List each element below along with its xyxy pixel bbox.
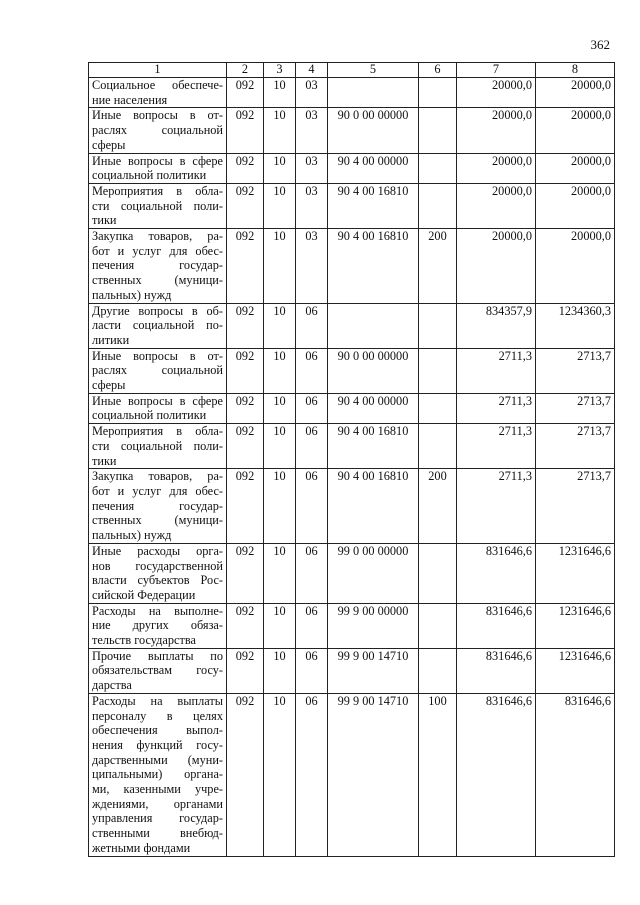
item-name-line: Мероприятия в обла- <box>92 424 223 439</box>
item-name-line: управления государ- <box>92 811 223 826</box>
cell-amount-year2: 20000,0 <box>536 229 615 304</box>
item-name-line: дарства <box>92 678 132 693</box>
cell-chapter-code: 092 <box>227 693 264 856</box>
cell-amount-year2: 831646,6 <box>536 693 615 856</box>
cell-amount-year1: 831646,6 <box>457 693 536 856</box>
cell-subsection: 06 <box>296 543 328 603</box>
item-name-line: печения государ- <box>92 498 223 513</box>
table-row <box>89 543 615 603</box>
cell-subsection: 03 <box>296 108 328 153</box>
item-name-line: пальных) нужд <box>92 287 172 302</box>
cell-expense-type <box>419 424 457 469</box>
cell-expense-type <box>419 393 457 423</box>
cell-chapter-code: 092 <box>227 648 264 693</box>
item-name-line: Прочие выплаты по <box>92 648 223 663</box>
cell-chapter-code: 092 <box>227 393 264 423</box>
cell-expense-type <box>419 348 457 393</box>
cell-amount-year1: 834357,9 <box>457 303 536 348</box>
cell-expense-type <box>419 108 457 153</box>
page-number: 362 <box>590 37 610 52</box>
table-row <box>89 78 615 108</box>
item-name-line: ние других обяза- <box>92 618 223 633</box>
cell-expense-type <box>419 78 457 108</box>
cell-item-name <box>89 469 227 544</box>
item-name-line: жетными фондами <box>92 840 191 855</box>
cell-amount-year2: 2713,7 <box>536 348 615 393</box>
item-name-line: Социальное обеспече- <box>92 78 223 92</box>
column-header: 2 <box>227 63 264 78</box>
cell-subsection: 03 <box>296 78 328 108</box>
item-name-line: ственных (муници- <box>92 513 223 528</box>
table-row <box>89 348 615 393</box>
cell-section: 10 <box>264 183 296 228</box>
table-row <box>89 183 615 228</box>
item-name-line: бот и услуг для обес- <box>92 243 223 258</box>
cell-item-name <box>89 303 227 348</box>
item-name-line: ственных (муници- <box>92 273 223 288</box>
item-name-line: ласти социальной по- <box>92 318 223 333</box>
table-row <box>89 469 615 544</box>
cell-chapter-code: 092 <box>227 543 264 603</box>
item-name-line: литики <box>92 332 130 347</box>
cell-target-article: 99 9 00 00000 <box>328 603 419 648</box>
item-name-line: тельств государства <box>92 633 196 648</box>
cell-item-name <box>89 424 227 469</box>
item-name-line: Мероприятия в обла- <box>92 183 223 198</box>
cell-target-article: 90 4 00 00000 <box>328 153 419 183</box>
cell-subsection: 06 <box>296 648 328 693</box>
budget-table <box>88 62 615 857</box>
table-row <box>89 648 615 693</box>
item-name-line: сферы <box>92 137 126 152</box>
item-name-line: Закупка товаров, ра- <box>92 469 223 484</box>
cell-section: 10 <box>264 108 296 153</box>
cell-target-article: 90 4 00 16810 <box>328 424 419 469</box>
item-name-line: Закупка товаров, ра- <box>92 229 223 244</box>
cell-subsection: 03 <box>296 229 328 304</box>
column-header: 4 <box>296 63 328 78</box>
table-row <box>89 393 615 423</box>
cell-chapter-code: 092 <box>227 603 264 648</box>
cell-amount-year1: 20000,0 <box>457 108 536 153</box>
cell-target-article <box>328 303 419 348</box>
cell-amount-year2: 2713,7 <box>536 424 615 469</box>
cell-amount-year1: 2711,3 <box>457 348 536 393</box>
cell-expense-type: 200 <box>419 229 457 304</box>
item-name-line: власти субъектов Рос- <box>92 573 223 588</box>
cell-item-name <box>89 153 227 183</box>
item-name-line: ственными внебюд- <box>92 826 223 841</box>
item-name-line: ждениями, органами <box>92 796 223 811</box>
cell-expense-type <box>419 543 457 603</box>
cell-subsection: 06 <box>296 603 328 648</box>
item-name-line: раслях социальной <box>92 363 223 378</box>
cell-section: 10 <box>264 393 296 423</box>
cell-amount-year1: 831646,6 <box>457 543 536 603</box>
cell-item-name <box>89 693 227 856</box>
item-name-line: социальной политики <box>92 408 207 423</box>
item-name-line: ципальными) органа- <box>92 767 223 782</box>
item-name-line: Иные вопросы в от- <box>92 348 223 363</box>
cell-amount-year2: 20000,0 <box>536 153 615 183</box>
table-row <box>89 153 615 183</box>
item-name-line: Расходы на выплаты <box>92 693 223 708</box>
cell-chapter-code: 092 <box>227 348 264 393</box>
cell-amount-year1: 20000,0 <box>457 183 536 228</box>
cell-item-name <box>89 393 227 423</box>
cell-chapter-code: 092 <box>227 153 264 183</box>
cell-subsection: 03 <box>296 183 328 228</box>
cell-amount-year1: 831646,6 <box>457 603 536 648</box>
cell-subsection: 06 <box>296 348 328 393</box>
cell-target-article: 90 0 00 00000 <box>328 348 419 393</box>
item-name-line: сти социальной поли- <box>92 198 223 213</box>
cell-chapter-code: 092 <box>227 108 264 153</box>
cell-amount-year2: 2713,7 <box>536 393 615 423</box>
item-name-line: раслях социальной <box>92 123 223 138</box>
column-header: 1 <box>89 63 227 78</box>
cell-expense-type: 200 <box>419 469 457 544</box>
item-name-line: Иные вопросы в сфере <box>92 393 223 408</box>
item-name-line: Другие вопросы в об- <box>92 303 223 318</box>
cell-section: 10 <box>264 153 296 183</box>
item-name-line: персоналу в целях <box>92 708 223 723</box>
cell-amount-year2: 1234360,3 <box>536 303 615 348</box>
cell-item-name <box>89 348 227 393</box>
item-name-line: тики <box>92 213 117 228</box>
cell-expense-type <box>419 648 457 693</box>
column-header: 6 <box>419 63 457 78</box>
cell-target-article: 90 4 00 00000 <box>328 393 419 423</box>
cell-target-article: 90 4 00 16810 <box>328 229 419 304</box>
cell-amount-year1: 20000,0 <box>457 153 536 183</box>
cell-target-article: 99 0 00 00000 <box>328 543 419 603</box>
item-name-line: сферы <box>92 378 126 393</box>
item-name-line: бот и услуг для обес- <box>92 483 223 498</box>
cell-item-name <box>89 229 227 304</box>
cell-amount-year1: 831646,6 <box>457 648 536 693</box>
column-header: 3 <box>264 63 296 78</box>
column-header: 5 <box>328 63 419 78</box>
cell-item-name <box>89 183 227 228</box>
item-name-line: ние населения <box>92 92 168 107</box>
item-name-line: сти социальной поли- <box>92 438 223 453</box>
item-name-line: сийской Федерации <box>92 587 196 602</box>
cell-section: 10 <box>264 303 296 348</box>
cell-subsection: 03 <box>296 153 328 183</box>
cell-expense-type <box>419 183 457 228</box>
cell-amount-year1: 20000,0 <box>457 78 536 108</box>
cell-amount-year1: 20000,0 <box>457 229 536 304</box>
cell-section: 10 <box>264 603 296 648</box>
table-row <box>89 603 615 648</box>
cell-subsection: 06 <box>296 693 328 856</box>
cell-target-article: 90 4 00 16810 <box>328 183 419 228</box>
cell-chapter-code: 092 <box>227 229 264 304</box>
cell-item-name <box>89 603 227 648</box>
cell-subsection: 06 <box>296 393 328 423</box>
cell-target-article: 99 9 00 14710 <box>328 648 419 693</box>
cell-target-article <box>328 78 419 108</box>
item-name-line: Расходы на выполне- <box>92 603 223 618</box>
cell-section: 10 <box>264 469 296 544</box>
cell-expense-type <box>419 153 457 183</box>
item-name-line: пальных) нужд <box>92 528 172 543</box>
cell-chapter-code: 092 <box>227 303 264 348</box>
cell-item-name <box>89 648 227 693</box>
cell-target-article: 90 0 00 00000 <box>328 108 419 153</box>
cell-chapter-code: 092 <box>227 183 264 228</box>
item-name-line: нов государственной <box>92 558 223 573</box>
item-name-line: дарственными (муни- <box>92 752 223 767</box>
item-name-line: обязательствам госу- <box>92 663 223 678</box>
cell-expense-type <box>419 603 457 648</box>
column-header: 7 <box>457 63 536 78</box>
item-name-line: Иные вопросы в от- <box>92 108 223 123</box>
cell-subsection: 06 <box>296 469 328 544</box>
cell-chapter-code: 092 <box>227 424 264 469</box>
cell-expense-type <box>419 303 457 348</box>
cell-amount-year2: 1231646,6 <box>536 648 615 693</box>
table-body <box>89 78 615 857</box>
cell-item-name <box>89 78 227 108</box>
item-name-line: нения функций госу- <box>92 737 223 752</box>
item-name-line: Иные вопросы в сфере <box>92 153 223 168</box>
cell-amount-year2: 20000,0 <box>536 108 615 153</box>
cell-amount-year2: 1231646,6 <box>536 603 615 648</box>
cell-amount-year2: 20000,0 <box>536 183 615 228</box>
cell-amount-year1: 2711,3 <box>457 469 536 544</box>
item-name-line: Иные расходы орга- <box>92 543 223 558</box>
cell-section: 10 <box>264 693 296 856</box>
cell-target-article: 99 9 00 14710 <box>328 693 419 856</box>
table-row <box>89 108 615 153</box>
cell-item-name <box>89 108 227 153</box>
cell-subsection: 06 <box>296 424 328 469</box>
item-name-line: социальной политики <box>92 168 207 183</box>
table-row <box>89 229 615 304</box>
table-row <box>89 303 615 348</box>
cell-amount-year1: 2711,3 <box>457 393 536 423</box>
cell-chapter-code: 092 <box>227 78 264 108</box>
cell-amount-year2: 1231646,6 <box>536 543 615 603</box>
item-name-line: ми, казенными учре- <box>92 782 223 797</box>
cell-subsection: 06 <box>296 303 328 348</box>
cell-section: 10 <box>264 348 296 393</box>
cell-amount-year1: 2711,3 <box>457 424 536 469</box>
cell-chapter-code: 092 <box>227 469 264 544</box>
cell-amount-year2: 2713,7 <box>536 469 615 544</box>
cell-target-article: 90 4 00 16810 <box>328 469 419 544</box>
item-name-line: тики <box>92 453 117 468</box>
table-row <box>89 424 615 469</box>
cell-expense-type: 100 <box>419 693 457 856</box>
cell-section: 10 <box>264 229 296 304</box>
column-header: 8 <box>536 63 615 78</box>
cell-section: 10 <box>264 78 296 108</box>
cell-amount-year2: 20000,0 <box>536 78 615 108</box>
cell-section: 10 <box>264 648 296 693</box>
table-row <box>89 693 615 856</box>
cell-section: 10 <box>264 543 296 603</box>
header-row <box>89 63 615 78</box>
cell-item-name <box>89 543 227 603</box>
item-name-line: обеспечения выпол- <box>92 723 223 738</box>
item-name-line: печения государ- <box>92 258 223 273</box>
cell-section: 10 <box>264 424 296 469</box>
